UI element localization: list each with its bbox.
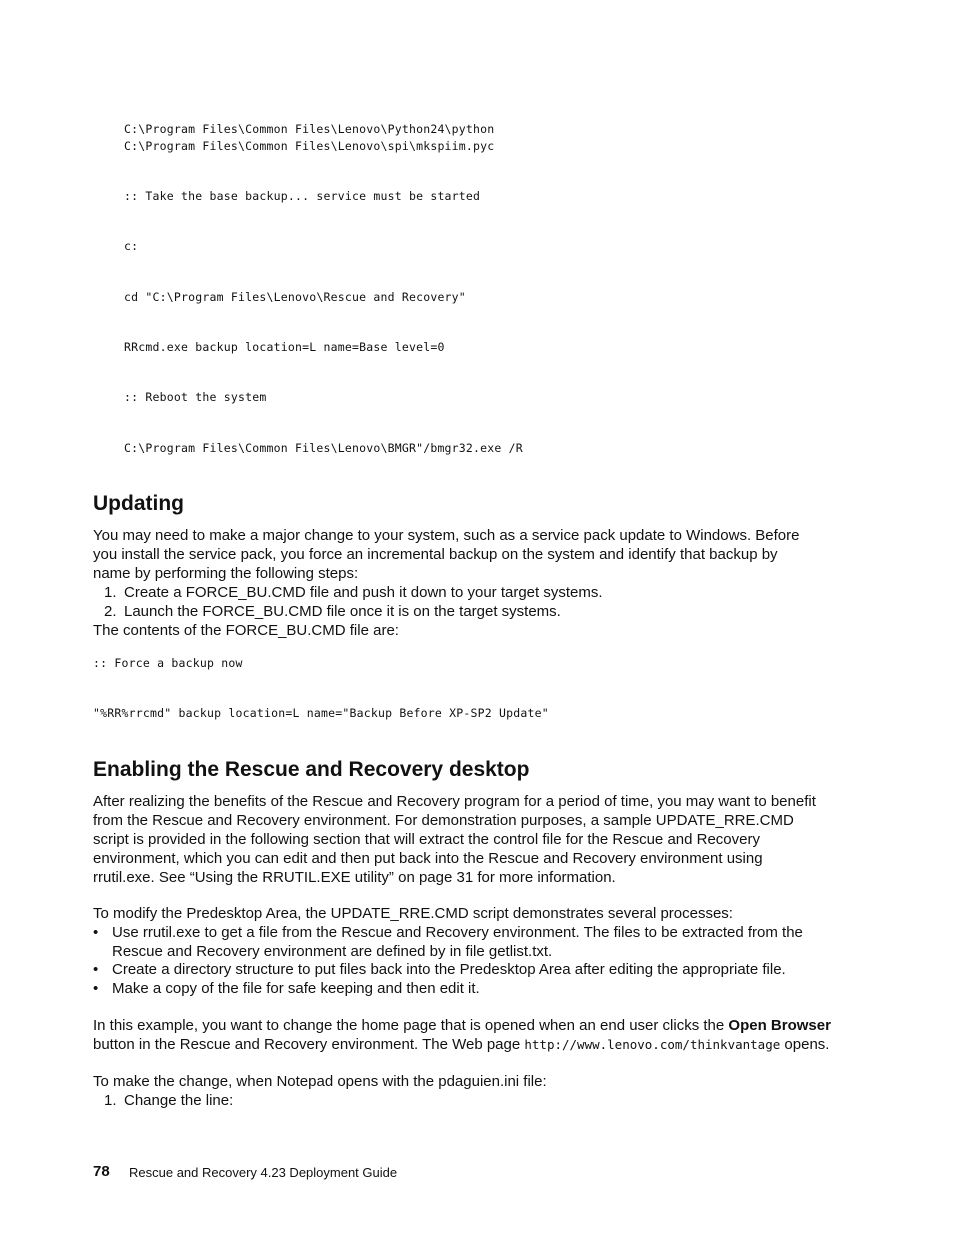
page-number: 78 — [93, 1163, 110, 1180]
url-text: http://www.lenovo.com/thinkvantage — [524, 1037, 781, 1052]
code-line: C:\Program Files\Common Files\Lenovo\spi\mkspiim.pyc — [124, 139, 495, 153]
text-run: opens. — [780, 1036, 830, 1053]
code-line: cd "C:\Program Files\Lenovo\Rescue and Recovery" — [124, 290, 466, 304]
text-line: name by performing the following steps: — [93, 565, 359, 582]
open-browser-label: Open Browser — [728, 1017, 831, 1034]
bullet-marker: • — [93, 961, 99, 978]
bullet-item: Create a directory structure to put files back into the Predesktop Area after editing the appropriate file. — [112, 961, 786, 978]
list-number: 2. — [104, 603, 117, 620]
text-line — [93, 1035, 853, 1054]
text-line: You may need to make a major change to your system, such as a service pack update to Windows. Before — [93, 527, 800, 544]
list-item: Create a FORCE_BU.CMD file and push it down to your target systems. — [124, 584, 603, 601]
footer-title: Rescue and Recovery 4.23 Deployment Guide — [129, 1165, 398, 1180]
code-line: "%RR%rrcmd" backup location=L name="Backup Before XP-SP2 Update" — [93, 706, 549, 720]
text-line: Use rrutil.exe to get a file from the Rescue and Recovery environment. The files to be extracted from the — [112, 924, 803, 941]
section-heading-enabling: Enabling the Rescue and Recovery desktop — [93, 758, 530, 781]
list-number: 1. — [104, 584, 117, 601]
text-line: you install the service pack, you force an incremental backup on the system and identify that backup by — [93, 546, 778, 563]
list-item: Change the line: — [124, 1092, 234, 1109]
contents-label: The contents of the FORCE_BU.CMD file are: — [93, 622, 399, 639]
updating-intro — [93, 526, 853, 583]
text-line: After realizing the benefits of the Rescue and Recovery program for a period of time, you may want to benefit — [93, 793, 816, 810]
enabling-para2: To modify the Predesktop Area, the UPDATE_RRE.CMD script demonstrates several processes: — [93, 905, 733, 922]
text-line: environment, which you can edit and then put back into the Rescue and Recovery environment using — [93, 850, 763, 867]
code-line: C:\Program Files\Common Files\Lenovo\Python24\python — [124, 122, 495, 136]
bullet-item — [112, 923, 852, 961]
text-run: button in the Rescue and Recovery environment. The Web page — [93, 1036, 525, 1053]
text-line: from the Rescue and Recovery environment. For demonstration purposes, a sample UPDATE_RRE.CMD — [93, 812, 794, 829]
bullet-marker: • — [93, 924, 99, 941]
code-line: RRcmd.exe backup location=L name=Base level=0 — [124, 340, 445, 354]
code-line: c: — [124, 239, 139, 253]
code-line: :: Take the base backup... service must be started — [124, 189, 481, 203]
bullet-item: Make a copy of the file for safe keeping and then edit it. — [112, 980, 480, 997]
text-line: rrutil.exe. See “Using the RRUTIL.EXE utility” on page 31 for more information. — [93, 869, 616, 886]
list-item: Launch the FORCE_BU.CMD file once it is on the target systems. — [124, 603, 561, 620]
enabling-para3 — [93, 1016, 853, 1054]
section-heading-updating: Updating — [93, 492, 184, 515]
text-line: Rescue and Recovery environment are defined by in file getlist.txt. — [112, 943, 553, 960]
enabling-para4: To make the change, when Notepad opens with the pdaguien.ini file: — [93, 1073, 547, 1090]
text-line: script is provided in the following section that will extract the control file for the Rescue and Recovery — [93, 831, 760, 848]
code-line: :: Force a backup now — [93, 656, 243, 670]
enabling-para1 — [93, 792, 853, 887]
code-line: C:\Program Files\Common Files\Lenovo\BMGR"/bmgr32.exe /R — [124, 441, 523, 455]
code-line: :: Reboot the system — [124, 390, 267, 404]
text-line — [93, 1016, 853, 1035]
text-run: In this example, you want to change the home page that is opened when an end user clicks the — [93, 1017, 729, 1034]
list-number: 1. — [104, 1092, 117, 1109]
bullet-marker: • — [93, 980, 99, 997]
